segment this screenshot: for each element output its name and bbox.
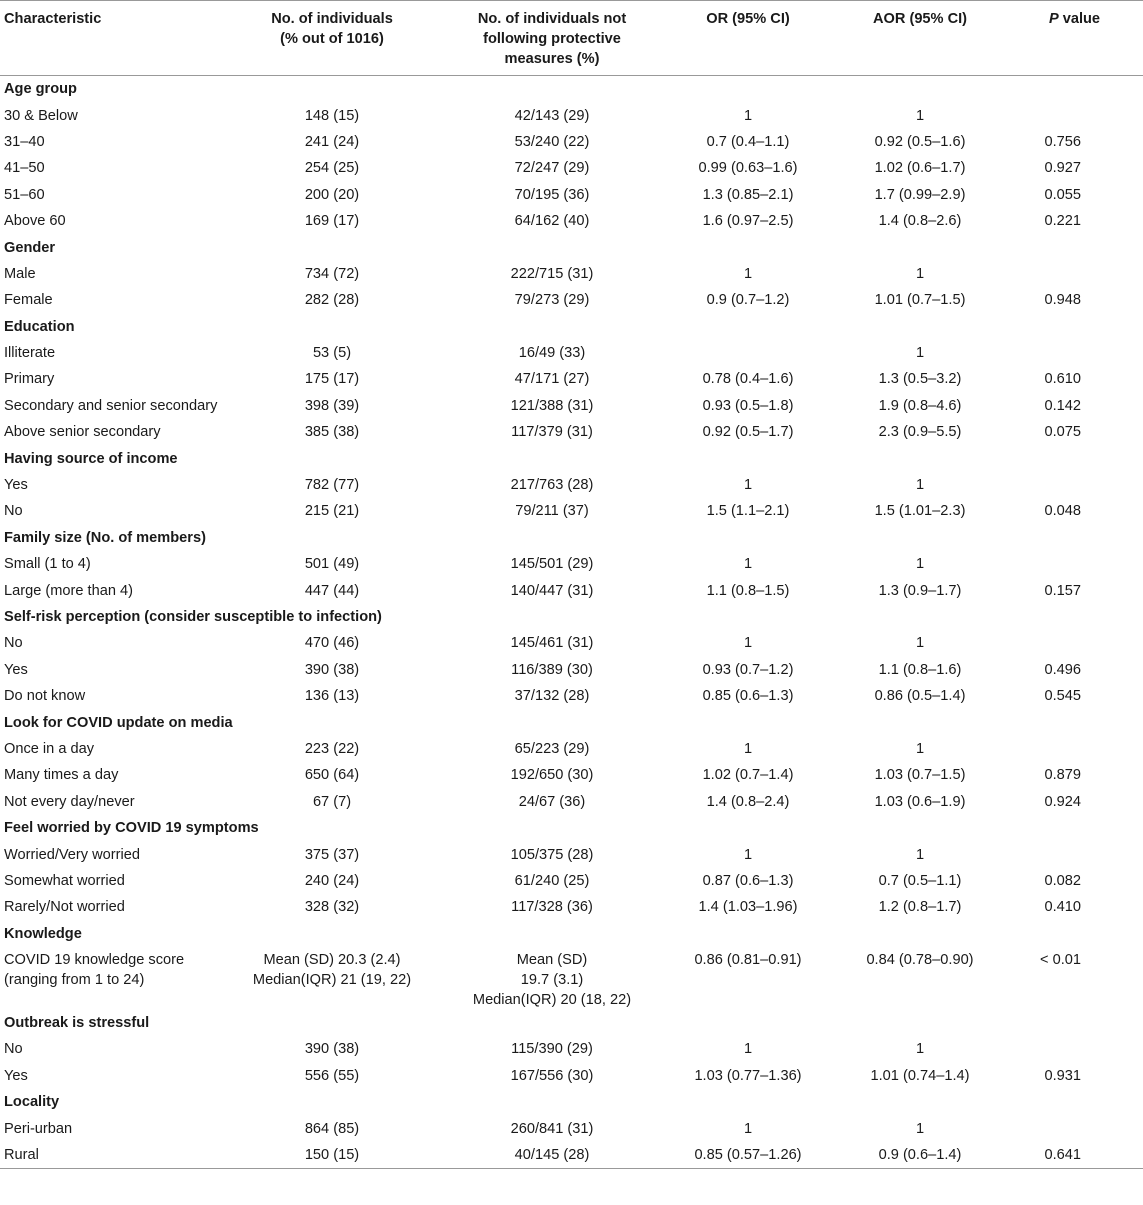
cell-or: 1 — [743, 740, 753, 757]
cell-aor: 1.1 (0.8–1.6) — [878, 661, 962, 678]
cell-p-value: 0.545 — [1044, 688, 1081, 705]
cell-or: 1.4 (1.03–1.96) — [698, 899, 798, 916]
cell-characteristic: Secondary and senior secondary — [4, 397, 218, 414]
cell-individuals: 328 (32) — [304, 899, 360, 916]
table-row — [0, 393, 1143, 419]
cell-p-value — [1006, 947, 1143, 1010]
cell-individuals: 447 (44) — [304, 582, 360, 599]
cell-not-following: 61/240 (25) — [514, 872, 590, 889]
cell-not-following: 16/49 (33) — [518, 345, 586, 362]
section-title: Education — [4, 318, 75, 335]
table-row — [0, 841, 1143, 867]
cell-characteristic: Primary — [4, 371, 55, 388]
cell-not-following: 222/715 (31) — [510, 265, 594, 282]
cell-p-value — [1006, 1115, 1143, 1141]
cell-individuals: 254 (25) — [304, 160, 360, 177]
cell-not-following: 72/247 (29) — [514, 160, 590, 177]
cell-individuals: 470 (46) — [304, 635, 360, 652]
cell-individuals: 375 (37) — [304, 846, 360, 863]
table-row — [0, 472, 1143, 498]
cell-not-following — [442, 947, 662, 1010]
cell-not-following: 105/375 (28) — [510, 846, 594, 863]
cell-aor: 1.7 (0.99–2.9) — [874, 186, 966, 203]
cell-individuals — [222, 947, 442, 1010]
cell-characteristic: Once in a day — [4, 740, 95, 757]
header-p-value: P value — [1048, 11, 1101, 27]
cell-not-following: 24/67 (36) — [518, 793, 586, 810]
cell-or: 0.93 (0.5–1.8) — [702, 397, 794, 414]
cell-aor: 1.01 (0.74–1.4) — [870, 1067, 970, 1084]
cell-aor: 1.5 (1.01–2.3) — [874, 503, 966, 520]
cell-not-following: 167/556 (30) — [510, 1067, 594, 1084]
cell-characteristic: Not every day/never — [4, 793, 135, 810]
cell-p-value: 0.410 — [1044, 899, 1081, 916]
cell-or: 0.78 (0.4–1.6) — [702, 371, 794, 388]
cell-p-value — [1006, 841, 1143, 867]
table-row — [0, 551, 1143, 577]
cell-p-value: 0.142 — [1044, 397, 1081, 414]
table-row — [0, 261, 1143, 287]
section-title: Having source of income — [4, 450, 178, 467]
section-title: Gender — [4, 239, 56, 256]
cell-aor: 1 — [915, 265, 925, 282]
cell-or: 1 — [743, 556, 753, 573]
cell-not-following: 70/195 (36) — [514, 186, 590, 203]
cell-characteristic: Illiterate — [4, 345, 56, 362]
cell-characteristic: 30 & Below — [4, 107, 78, 124]
cell-or: 1.3 (0.85–2.1) — [702, 186, 794, 203]
cell-or: 1.02 (0.7–1.4) — [702, 767, 794, 784]
cell-characteristic: Large (more than 4) — [4, 582, 133, 599]
cell-individuals: 53 (5) — [312, 345, 352, 362]
cell-characteristic: Yes — [4, 661, 28, 678]
section-title: Knowledge — [4, 925, 82, 942]
cell-aor: 1 — [915, 1120, 925, 1137]
cell-not-following: 117/379 (31) — [511, 424, 593, 441]
cell-not-following: 64/162 (40) — [514, 213, 590, 230]
cell-not-following: 47/171 (27) — [514, 371, 590, 388]
cell-or: 0.87 (0.6–1.3) — [702, 872, 794, 889]
header-or: OR (95% CI) — [706, 11, 790, 27]
cell-characteristic: Female — [4, 292, 53, 309]
cell-aor: 1.3 (0.5–3.2) — [878, 371, 962, 388]
cell-aor: 1 — [915, 107, 925, 124]
cell-individuals: 175 (17) — [304, 371, 360, 388]
table-row — [0, 340, 1143, 366]
section-row-locality — [0, 1089, 1143, 1115]
cell-not-following: 65/223 (29) — [514, 740, 590, 757]
table-row — [0, 155, 1143, 181]
cell-characteristic: 31–40 — [4, 133, 45, 150]
cell-line: Median(IQR) 20 (18, 22) — [472, 991, 632, 1008]
table-row — [0, 736, 1143, 762]
table-row — [0, 208, 1143, 234]
cell-not-following: 217/763 (28) — [510, 477, 594, 494]
cell-p-value: 0.082 — [1044, 872, 1081, 889]
cell-p-value — [1006, 1036, 1143, 1062]
cell-individuals: 556 (55) — [304, 1067, 360, 1084]
header-not-following: No. of individuals not following protective measures (%) — [477, 11, 627, 67]
cell-or: 1.5 (1.1–2.1) — [706, 503, 790, 520]
cell-p-value: 0.221 — [1044, 213, 1081, 230]
cell-characteristic: Many times a day — [4, 767, 119, 784]
cell-individuals: 501 (49) — [304, 556, 360, 573]
cell-not-following: 115/390 (29) — [511, 1041, 593, 1058]
cell-or: 1 — [743, 107, 753, 124]
cell-or: 1.03 (0.77–1.36) — [694, 1067, 802, 1084]
cell-p-value — [1006, 472, 1143, 498]
cell-characteristic: Male — [4, 265, 36, 282]
cell-not-following: 116/389 (30) — [511, 661, 593, 678]
cell-aor: 2.3 (0.9–5.5) — [878, 424, 962, 441]
cell-p-value: 0.927 — [1044, 160, 1081, 177]
table-row — [0, 630, 1143, 656]
cell-line: Mean (SD) — [516, 951, 588, 968]
cell-aor: 1 — [915, 1041, 925, 1058]
cell-or: 0.9 (0.7–1.2) — [706, 292, 790, 309]
cell-individuals: 390 (38) — [304, 1041, 360, 1058]
cell-not-following: 42/143 (29) — [514, 107, 590, 124]
cell-not-following: 37/132 (28) — [514, 688, 590, 705]
cell-p-value: 0.879 — [1044, 767, 1081, 784]
cell-p-value: 0.924 — [1044, 793, 1081, 810]
table-body — [0, 76, 1143, 1169]
section-title: Outbreak is stressful — [4, 1015, 150, 1032]
cell-aor: 1.4 (0.8–2.6) — [878, 213, 962, 230]
table-row — [0, 1115, 1143, 1141]
section-row-age — [0, 76, 1143, 103]
table-row — [0, 894, 1143, 920]
cell-p-value: 0.157 — [1044, 582, 1081, 599]
section-row-media — [0, 709, 1143, 735]
cell-not-following: 79/273 (29) — [514, 292, 590, 309]
cell-p-value — [1006, 340, 1143, 366]
cell-not-following: 53/240 (22) — [514, 133, 590, 150]
cell-characteristic: Do not know — [4, 688, 86, 705]
section-title: Look for COVID update on media — [4, 714, 233, 731]
cell-individuals: 734 (72) — [304, 265, 360, 282]
cell-aor: 1.9 (0.8–4.6) — [878, 397, 962, 414]
cell-p-value: 0.048 — [1044, 503, 1081, 520]
cell-or: 1.4 (0.8–2.4) — [706, 793, 790, 810]
cell-or: 0.93 (0.7–1.2) — [702, 661, 794, 678]
cell-aor: 1.01 (0.7–1.5) — [874, 292, 966, 309]
cell-p-value: 0.610 — [1044, 371, 1081, 388]
cell-individuals: 390 (38) — [304, 661, 360, 678]
cell-or: 0.92 (0.5–1.7) — [702, 424, 794, 441]
header-characteristic: Characteristic — [4, 11, 102, 27]
table-row — [0, 102, 1143, 128]
cell-not-following: 40/145 (28) — [514, 1147, 590, 1164]
cell-characteristic: Peri-urban — [4, 1120, 73, 1137]
cell-characteristic: No — [4, 1041, 23, 1058]
cell-individuals: 169 (17) — [304, 213, 360, 230]
cell-or: 1 — [743, 477, 753, 494]
cell-aor: 0.9 (0.6–1.4) — [878, 1147, 962, 1164]
header-individuals: No. of individuals (% out of 1016) — [271, 11, 393, 47]
cell-aor — [834, 947, 1006, 1010]
section-row-family — [0, 525, 1143, 551]
table-row — [0, 419, 1143, 445]
cell-aor: 0.86 (0.5–1.4) — [874, 688, 966, 705]
section-row-gender — [0, 234, 1143, 260]
cell-individuals: 782 (77) — [304, 477, 360, 494]
table-row — [0, 1142, 1143, 1169]
cell-characteristic: Yes — [4, 477, 28, 494]
table-row — [0, 366, 1143, 392]
cell-or — [662, 947, 834, 1010]
cell-characteristic: Worried/Very worried — [4, 846, 140, 863]
section-title: Family size (No. of members) — [4, 529, 206, 546]
cell-aor: 1.03 (0.7–1.5) — [874, 767, 966, 784]
cell-individuals: 282 (28) — [304, 292, 360, 309]
table-row — [0, 287, 1143, 313]
cell-p-value: 0.075 — [1044, 424, 1081, 441]
section-row-worried — [0, 815, 1143, 841]
cell-aor: 1.02 (0.6–1.7) — [874, 160, 966, 177]
table-row — [0, 577, 1143, 603]
cell-characteristic: Rural — [4, 1147, 39, 1164]
cell-individuals: 67 (7) — [312, 793, 352, 810]
table-row — [0, 868, 1143, 894]
cell-characteristic: 51–60 — [4, 186, 45, 203]
cell-not-following: 260/841 (31) — [510, 1120, 594, 1137]
cell-line: 0.86 (0.81–0.91) — [694, 951, 802, 968]
table-row — [0, 657, 1143, 683]
cell-or: 0.85 (0.57–1.26) — [694, 1147, 802, 1164]
cell-not-following: 145/501 (29) — [510, 556, 594, 573]
table-header — [0, 1, 1143, 76]
cell-individuals: 150 (15) — [304, 1147, 360, 1164]
cell-individuals: 864 (85) — [304, 1120, 360, 1137]
cell-characteristic: 41–50 — [4, 160, 45, 177]
cell-line: Mean (SD) 20.3 (2.4) — [263, 951, 401, 968]
cell-line: Median(IQR) 21 (19, 22) — [252, 971, 412, 988]
cell-not-following: 117/328 (36) — [511, 899, 593, 916]
cell-individuals: 136 (13) — [304, 688, 360, 705]
cell-line: (ranging from 1 to 24) — [4, 971, 145, 988]
cell-individuals: 240 (24) — [304, 872, 360, 889]
cell-p-value — [1006, 551, 1143, 577]
cell-line: 0.84 (0.78–0.90) — [866, 951, 974, 968]
cell-characteristic — [0, 947, 222, 1010]
table-row — [0, 1036, 1143, 1062]
section-row-education — [0, 314, 1143, 340]
cell-aor: 0.7 (0.5–1.1) — [878, 872, 962, 889]
cell-p-value: 0.931 — [1044, 1067, 1081, 1084]
cell-characteristic: No — [4, 503, 23, 520]
cell-individuals: 148 (15) — [304, 107, 360, 124]
cell-characteristic: Small (1 to 4) — [4, 556, 91, 573]
cell-p-value — [1006, 261, 1143, 287]
table-row — [0, 762, 1143, 788]
cell-individuals: 215 (21) — [304, 503, 360, 520]
header-aor: AOR (95% CI) — [872, 11, 968, 27]
cell-aor: 1.03 (0.6–1.9) — [874, 793, 966, 810]
section-row-risk — [0, 604, 1143, 630]
cell-or: 0.85 (0.6–1.3) — [702, 688, 794, 705]
cell-p-value: 0.496 — [1044, 661, 1081, 678]
table-row — [0, 1063, 1143, 1089]
cell-p-value: 0.948 — [1044, 292, 1081, 309]
cell-p-value — [1006, 630, 1143, 656]
cell-line: 19.7 (3.1) — [520, 971, 584, 988]
table-row — [0, 947, 1143, 1010]
cell-characteristic: Above senior secondary — [4, 424, 161, 441]
cell-individuals: 650 (64) — [304, 767, 360, 784]
cell-aor: 1 — [915, 477, 925, 494]
cell-line: < 0.01 — [1040, 951, 1081, 968]
cell-not-following: 79/211 (37) — [515, 503, 589, 520]
cell-p-value — [1006, 102, 1143, 128]
cell-aor: 1 — [915, 635, 925, 652]
cell-p-value: 0.641 — [1044, 1147, 1081, 1164]
cell-or: 1.6 (0.97–2.5) — [702, 213, 794, 230]
cell-or: 1 — [743, 846, 753, 863]
cell-characteristic: Yes — [4, 1067, 28, 1084]
table-row — [0, 498, 1143, 524]
cell-aor: 1.3 (0.9–1.7) — [878, 582, 962, 599]
cell-or: 0.7 (0.4–1.1) — [706, 133, 790, 150]
cell-individuals: 385 (38) — [304, 424, 360, 441]
cell-or: 1 — [743, 265, 753, 282]
cell-aor: 1 — [915, 556, 925, 573]
cell-individuals: 398 (39) — [304, 397, 360, 414]
cell-or: 1 — [743, 635, 753, 652]
cell-or: 0.99 (0.63–1.6) — [698, 160, 798, 177]
cell-or: 1 — [743, 1120, 753, 1137]
cell-characteristic: Rarely/Not worried — [4, 899, 125, 916]
cell-characteristic: Somewhat worried — [4, 872, 125, 889]
cell-p-value: 0.756 — [1044, 133, 1081, 150]
cell-individuals: 200 (20) — [304, 186, 360, 203]
cell-individuals: 241 (24) — [304, 133, 360, 150]
cell-aor: 0.92 (0.5–1.6) — [874, 133, 966, 150]
cell-or: 1.1 (0.8–1.5) — [706, 582, 790, 599]
table-row — [0, 683, 1143, 709]
cell-aor: 1 — [915, 345, 925, 362]
section-title: Feel worried by COVID 19 symptoms — [4, 820, 259, 837]
cell-aor: 1.2 (0.8–1.7) — [878, 899, 962, 916]
cell-not-following: 145/461 (31) — [510, 635, 594, 652]
cell-not-following: 121/388 (31) — [510, 397, 594, 414]
table-row — [0, 789, 1143, 815]
cell-aor: 1 — [915, 740, 925, 757]
cell-characteristic: Above 60 — [4, 213, 66, 230]
cell-p-value: 0.055 — [1044, 186, 1081, 203]
section-title: Self-risk perception (consider susceptible to infection) — [4, 609, 382, 625]
cell-p-value — [1006, 736, 1143, 762]
section-row-income — [0, 445, 1143, 471]
section-title: Locality — [4, 1094, 60, 1111]
cell-line: COVID 19 knowledge score — [4, 951, 185, 968]
table-row — [0, 129, 1143, 155]
cell-or: 1 — [743, 1041, 753, 1058]
cell-characteristic: No — [4, 635, 23, 652]
cell-individuals: 223 (22) — [304, 740, 360, 757]
cell-or — [662, 340, 834, 366]
cell-not-following: 140/447 (31) — [510, 582, 594, 599]
cell-aor: 1 — [915, 846, 925, 863]
table-row — [0, 182, 1143, 208]
section-row-knowledge — [0, 921, 1143, 947]
section-row-stress — [0, 1010, 1143, 1036]
cell-not-following: 192/650 (30) — [510, 767, 594, 784]
section-title: Age group — [4, 81, 77, 98]
